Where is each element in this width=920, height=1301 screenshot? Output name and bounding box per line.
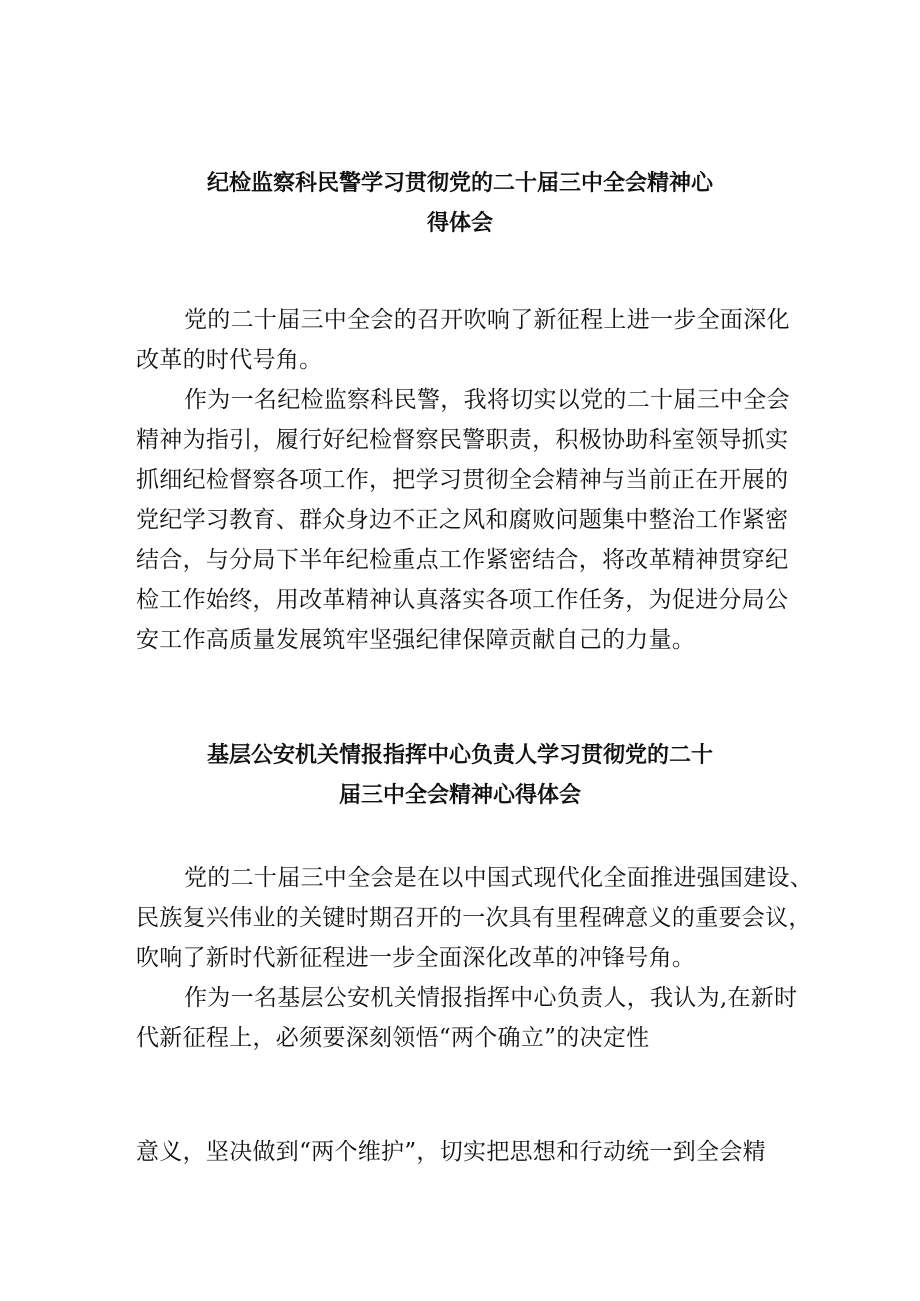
section2-p1-line-1: 党的二十届三中全会是在以中国式现代化全面推进强国建设、 (184, 865, 814, 891)
section1-p2-line-3: 抓细纪检督察各项工作，把学习贯彻全会精神与当前正在开展的 (136, 467, 789, 493)
section2-continuation-line: 意义，坚决做到“两个维护”，切实把思想和行动统一到全会精 (136, 1139, 766, 1165)
section1-title-line-2: 得体会 (426, 211, 493, 236)
section2-p1-line-3: 吹响了新时代新征程进一步全面深化改革的冲锋号角。 (136, 945, 696, 971)
section2-p2-line-2: 代新征程上，必须要深刻领悟“两个确立”的决定性 (136, 1025, 650, 1051)
section2-title-line-2: 届三中全会精神心得体会 (338, 783, 581, 808)
section1-p2-line-6: 检工作始终，用改革精神认真落实各项工作任务，为促进分局公 (136, 587, 789, 613)
section1-p2-line-2: 精神为指引，履行好纪检督察民警职责，积极协助科室领导抓实 (136, 427, 789, 453)
section2-title-line-1: 基层公安机关情报指挥中心负责人学习贯彻党的二十 (206, 743, 713, 768)
section1-title-line-1: 纪检监察科民警学习贯彻党的二十届三中全会精神心 (206, 171, 713, 196)
section1-title (0, 164, 920, 244)
section2-body (136, 858, 814, 1058)
section2-p2-line-1: 作为一名基层公安机关情报指挥中心负责人，我认为,在新时 (184, 985, 798, 1011)
section2-p1-line-2: 民族复兴伟业的关键时期召开的一次具有里程碑意义的重要会议， (136, 905, 812, 931)
section1-p2-line-4: 党纪学习教育、群众身边不正之风和腐败问题集中整治工作紧密 (136, 507, 789, 533)
section2-continuation (136, 1132, 796, 1172)
section1-p2-line-1: 作为一名纪检监察科民警，我将切实以党的二十届三中全会 (184, 387, 790, 413)
section1-p1-line-1: 党的二十届三中全会的召开吹响了新征程上进一步全面深化 (184, 307, 790, 333)
section1-p2-line-7: 安工作高质量发展筑牢坚强纪律保障贡献自己的力量。 (136, 627, 696, 653)
section1-p2-line-5: 结合，与分局下半年纪检重点工作紧密结合，将改革精神贯穿纪 (136, 547, 789, 573)
section1-p1-line-2: 改革的时代号角。 (136, 347, 323, 373)
section2-title (0, 736, 920, 816)
section1-body (136, 300, 796, 660)
